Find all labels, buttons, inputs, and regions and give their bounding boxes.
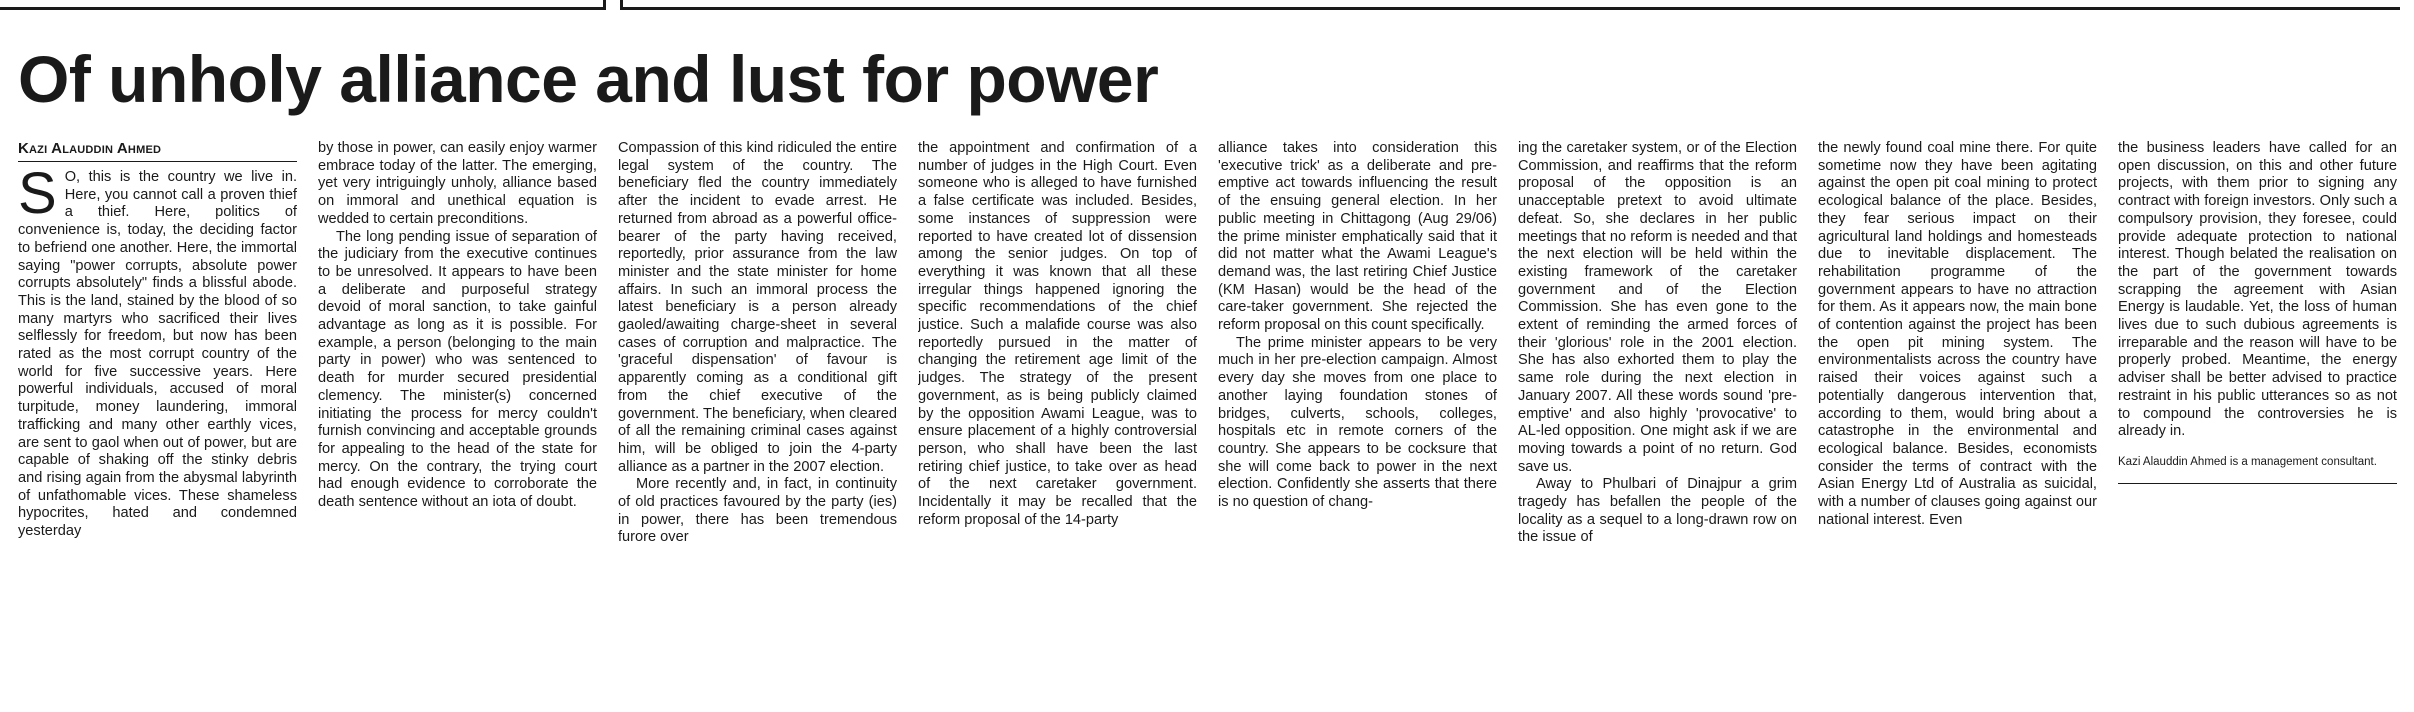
paragraph: The prime minister appears to be very much in her pre-election campaign. Almost every day she moves from one place to another laying foundation stones of bridges, culverts, schools, colleges, hospitals etc in remote corners of the country. She appears to be cocksure that she will come back to power in the next election. Confidently she asserts that there is no question of chang- — [1218, 334, 1497, 511]
column-3 — [618, 140, 897, 700]
paragraph: the newly found coal mine there. For quite sometime now they have been agitating against the open pit coal mining to protect ecological balance of the place. Besides, they fear serious impact on their agricultural land holdings and homesteads due to inevitable displacement. The rehabilitation programme of the government appears to have no attraction for them. As it appears now, the main bone of contention against the project has been the open pit mining system. The environmentalists across the country have raised their voices against such a potentially dangerous intervention that, according to them, would bring about a catastrophe in the environmental and ecological balance. Besides, economists consider the terms of contract with the Asian Energy Ltd of Australia as suicidal, with a number of clauses going against our national interest. Even — [1818, 140, 2097, 528]
column-2 — [318, 140, 597, 700]
author-note: Kazi Alauddin Ahmed is a management consultant. — [2118, 455, 2397, 484]
column-5 — [1218, 140, 1497, 700]
column-4 — [918, 140, 1197, 700]
article-body — [18, 140, 2397, 700]
paragraph: by those in power, can easily enjoy warmer embrace today of the latter. The emerging, yet very intriguingly unholy, alliance based on immoral and unethical equation is wedded to certain preconditions. — [318, 140, 597, 227]
column-8 — [2118, 140, 2397, 700]
paragraph: More recently and, in fact, in continuity of old practices favoured by the party (ies) in power, there has been tremendous furore over — [618, 476, 897, 546]
paragraph: the business leaders have called for an open discussion, on this and other future projects, with them prior to signing any contract with foreign investors. Only such a compulsory provision, they foresee, could provide adequate protection to national interest. Though belated the realisation on the part of the government towards scrapping the agreement with Asian Energy is laudable. Yet, the loss of human lives due to such dubious agreements is irreparable and the reason will have to be properly probed. Meantime, the energy adviser shall be better advised to practice restraint in his public utterances so as not to compound the controversies he is already in. — [2118, 140, 2397, 440]
column-7 — [1818, 140, 2097, 700]
paragraph: alliance takes into consideration this 'executive trick' as a deliberate and pre-emptive act towards influencing the result of the ensuing general election. In her public meeting in Chittagong (Aug 29/06) the prime minister emphatically said that it did not matter what the Awami League's demand was, the last retiring Chief Justice (KM Hasan) would be the head of the care-taker government. She rejected the reform proposal on this count specifically. — [1218, 140, 1497, 334]
top-rule-left — [0, 0, 606, 10]
dropcap: S — [18, 161, 57, 226]
byline: Kazi Alauddin Ahmed — [18, 140, 297, 162]
column-1 — [18, 140, 297, 700]
top-rule-right — [620, 0, 2400, 10]
paragraph: The long pending issue of separation of the judiciary from the executive continues to be unresolved. It appears to have been a deliberate and purposeful strategy devoid of moral sanction, to take gainful advantage as long as it is possible. For example, a person (belonging to the main party in power) who was sentenced to death for murder secured presidential clemency. The minister(s) concerned initiating the process for mercy couldn't furnish convincing and acceptable grounds for appealing to the head of the state for mercy. On the contrary, the trying court had enough evidence to corroborate the death sentence without an iota of doubt. — [318, 228, 597, 511]
paragraph: Away to Phulbari of Dinajpur a grim tragedy has befallen the people of the locality as a sequel to a long-drawn row on the issue of — [1518, 476, 1797, 546]
column-6 — [1518, 140, 1797, 700]
paragraph: the appointment and confirmation of a number of judges in the High Court. Even someone who is alleged to have furnished a false certificate was included. Besides, some instances of suppression were reported to have created lot of dissension among the senior judges. On top of everything it was known that all these irregular things happened ignoring the specific recommendations of the chief justice. Such a malafide course was also reportedly pursued in the matter of changing the retirement age limit of the judges. The strategy of the present government, as is being publicly claimed by the opposition Awami League, was to ensure placement of a highly controversial person, who shall have been the last retiring chief justice, to take over as head of the next caretaker government. Incidentally it may be recalled that the reform proposal of the 14-party — [918, 140, 1197, 528]
headline: Of unholy alliance and lust for power — [18, 42, 1159, 116]
paragraph — [18, 161, 297, 541]
paragraph: Compassion of this kind ridiculed the entire legal system of the country. The beneficiary fled the country immediately after the incident to evade arrest. He returned from abroad as a powerful office-bearer of the party having received, reportedly, prior assurance from the law minister and the state minister for home affairs. In such an immoral process the latest beneficiary is a person already gaoled/awaiting charge-sheet in several cases of corruption and malpractice. The 'graceful dispensation' of favour is apparently coming as a conditional gift from the chief executive of the government. The beneficiary, when cleared of all the remaining criminal cases against him, will be obliged to join the 4-party alliance as a partner in the 2007 election. — [618, 140, 897, 475]
paragraph-text: O, this is the country we live in. Here, you cannot call a proven thief a thief. Here, politics of convenience is, today, the deciding factor to befriend one another. Here, the immortal saying "power corrupts, absolute power corrupts absolutely" finds a blissful abode. This is the land, stained by the blood of so many martyrs who sacrificed their lives selflessly for freedom, but now has been rated as the most corrupt country of the world for five successive years. Here powerful individuals, accused of moral turpitude, money laundering, immoral trafficking and many other earthly vices, are sent to gaol when out of power, but are capable of shaking off the stinky debris and rising again from the abysmal labyrinth of unfathomable vices. These shameless hypocrites, hated and condemned yesterday — [18, 169, 297, 540]
paragraph: ing the caretaker system, or of the Election Commission, and reaffirms that the reform proposal of the opposition is an unacceptable pretext to avoid ultimate defeat. So, she declares in her public meetings that no reform is needed and that the next election will be held within the existing framework of the caretaker government and of the Election Commission. She has even gone to the extent of reminding the armed forces of their 'glorious' role in the 2001 election. She has also exhorted them to play the same role during the next election in January 2007. All these words sound 'pre-emptive' and also highly 'provocative' to AL-led opposition. One might ask if we are moving towards a point of no return. God save us. — [1518, 140, 1797, 475]
